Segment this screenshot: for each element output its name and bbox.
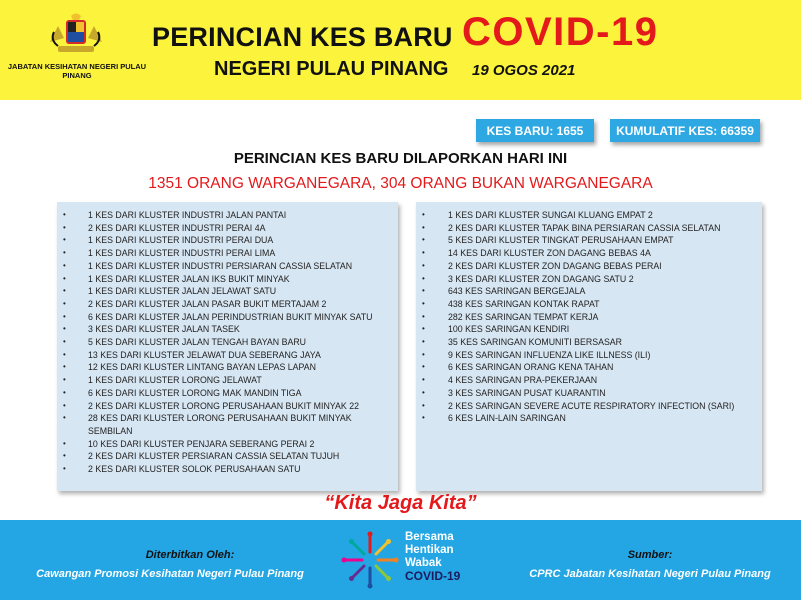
right-cluster-list [416,202,762,425]
list-item: • 2 KES DARI KLUSTER PERSIARAN CASSIA SELATAN TUJUH [57,450,392,463]
list-item: • 100 KES SARINGAN KENDIRI [416,323,756,336]
list-item: • 438 KES SARINGAN KONTAK RAPAT [416,298,756,311]
list-item: • 1 KES DARI KLUSTER LORONG JELAWAT [57,374,392,387]
logo-line-4: COVID-19 [405,569,461,583]
list-item: • 4 KES SARINGAN PRA-PEKERJAAN [416,374,756,387]
coat-of-arms-icon [44,12,108,56]
left-cluster-panel [57,202,398,491]
publisher-value: Cawangan Promosi Kesihatan Negeri Pulau Pinang [36,568,304,580]
list-item: • 6 KES LAIN-LAIN SARINGAN [416,412,756,425]
report-date: 19 OGOS 2021 [472,62,576,79]
state-name: NEGERI PULAU PINANG [214,58,449,80]
list-item: • 1 KES DARI KLUSTER INDUSTRI JALAN PANTAI [57,209,392,222]
list-item: • 5 KES DARI KLUSTER JALAN TENGAH BAYAN BARU [57,336,392,349]
list-item: • 9 KES SARINGAN INFLUENZA LIKE ILLNESS (ILI) [416,349,756,362]
list-item: • 2 KES DARI KLUSTER LORONG PERUSAHAAN BUKIT MINYAK 22 [57,400,392,413]
case-breakdown: 1351 ORANG WARGANEGARA, 304 ORANG BUKAN WARGANEGARA [148,175,653,192]
list-item: • 14 KES DARI KLUSTER ZON DAGANG BEBAS 4A [416,247,756,260]
list-item: • 1 KES DARI KLUSTER SUNGAI KLUANG EMPAT 2 [416,209,756,222]
list-item: • 2 KES SARINGAN SEVERE ACUTE RESPIRATORY INFECTION (SARI) [416,400,756,413]
list-item: • 12 KES DARI KLUSTER LINTANG BAYAN LEPAS LAPAN [57,361,392,374]
list-item: • 1 KES DARI KLUSTER INDUSTRI PERAI DUA [57,234,392,247]
cumulative-cases-badge: KUMULATIF KES: 66359 [610,119,760,142]
logo-line-1: Bersama [405,531,454,543]
list-item: • 3 KES DARI KLUSTER ZON DAGANG SATU 2 [416,273,756,286]
new-cases-badge: KES BARU: 1655 [476,119,594,142]
list-item: • 2 KES DARI KLUSTER JALAN PASAR BUKIT MERTAJAM 2 [57,298,392,311]
list-item: • 13 KES DARI KLUSTER JELAWAT DUA SEBERANG JAYA [57,349,392,362]
list-item: • 28 KES DARI KLUSTER LORONG PERUSAHAAN BUKIT MINYAK SEMBILAN [57,412,392,437]
list-item: • 2 KES DARI KLUSTER ZON DAGANG BEBAS PERAI [416,260,756,273]
list-item: • 1 KES DARI KLUSTER INDUSTRI PERSIARAN CASSIA SELATAN [57,260,392,273]
department-name: JABATAN KESIHATAN NEGERI PULAU PINANG [7,62,147,80]
page-title: PERINCIAN KES BARU [152,22,453,52]
left-cluster-list [57,202,398,476]
slogan: “Kita Jaga Kita” [324,492,477,514]
list-item: • 6 KES DARI KLUSTER LORONG MAK MANDIN TIGA [57,387,392,400]
source-label: Sumber: [627,549,673,561]
right-cluster-panel [416,202,762,491]
list-item: • 282 KES SARINGAN TEMPAT KERJA [416,311,756,324]
list-item: • 2 KES DARI KLUSTER INDUSTRI PERAI 4A [57,222,392,235]
list-item: • 6 KES DARI KLUSTER JALAN PERINDUSTRIAN BUKIT MINYAK SATU [57,311,392,324]
section-heading: PERINCIAN KES BARU DILAPORKAN HARI INI [233,150,568,167]
list-item: • 35 KES SARINGAN KOMUNITI BERSASAR [416,336,756,349]
covid-title: COVID-19 [462,10,659,54]
list-item: • 10 KES DARI KLUSTER PENJARA SEBERANG PERAI 2 [57,438,392,451]
list-item: • 1 KES DARI KLUSTER JALAN IKS BUKIT MINYAK [57,273,392,286]
list-item: • 3 KES SARINGAN PUSAT KUARANTIN [416,387,756,400]
list-item: • 1 KES DARI KLUSTER JALAN JELAWAT SATU [57,285,392,298]
list-item: • 643 KES SARINGAN BERGEJALA [416,285,756,298]
list-item: • 5 KES DARI KLUSTER TINGKAT PERUSAHAAN EMPAT [416,234,756,247]
header-banner [0,0,801,100]
list-item: • 1 KES DARI KLUSTER INDUSTRI PERAI LIMA [57,247,392,260]
list-item: • 2 KES DARI KLUSTER TAPAK BINA PERSIARAN CASSIA SELATAN [416,222,756,235]
list-item: • 2 KES DARI KLUSTER SOLOK PERUSAHAAN SATU [57,463,392,476]
logo-line-2: Hentikan [405,544,454,556]
source-value: CPRC Jabatan Kesihatan Negeri Pulau Pinang [529,568,771,580]
logo-line-3: Wabak [405,557,442,569]
list-item: • 6 KES SARINGAN ORANG KENA TAHAN [416,361,756,374]
list-item: • 3 KES DARI KLUSTER JALAN TASEK [57,323,392,336]
publisher-label: Diterbitkan Oleh: [145,549,235,561]
